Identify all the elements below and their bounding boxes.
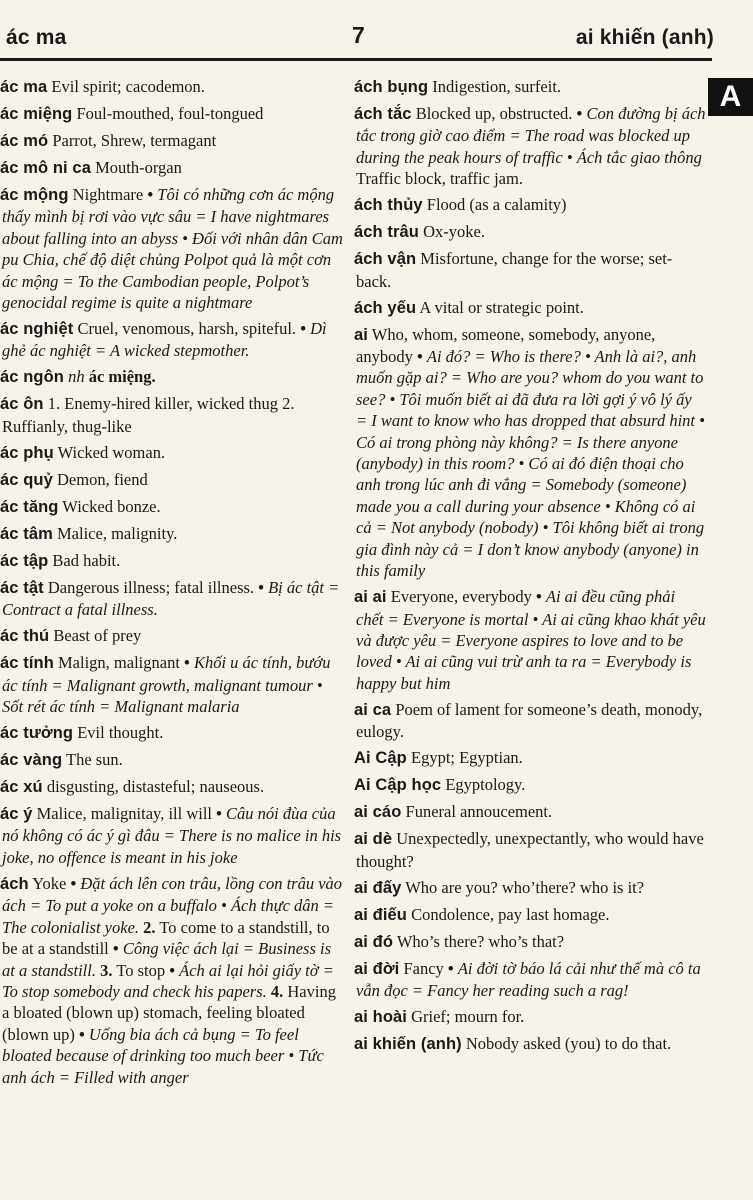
entry-definition: Poem of lament for someone’s death, monody, eulogy. <box>356 699 703 742</box>
header-last-entry: ai khiến (anh) <box>575 26 714 49</box>
dictionary-entry <box>2 366 344 388</box>
dictionary-entry: ác tật Dangerous illness; fatal illness. • Bị ác tật = Contract a fatal illness. <box>0 577 340 620</box>
dictionary-entry <box>2 776 344 798</box>
entry-definition: Mouth-organ <box>95 158 182 177</box>
header-rule <box>0 58 712 61</box>
entry-headword: ác mó <box>0 132 49 150</box>
entry-definition: Unexpectedly, unexpectantly, who would have thought? <box>356 829 704 871</box>
dictionary-entry: ác tính Malign, malignant • Khối u ác tính, bướu ác tính = Malignant growth, malignant tumour • Sốt rét ác tính = Malignant malaria <box>0 653 331 717</box>
entry-headword: ai đó <box>354 932 394 951</box>
entry-definition: Traffic block, traffic jam. <box>356 169 523 189</box>
entry-definition: Egypt; Egyptian. <box>410 748 523 768</box>
entry-definition: Indigestion, surfeit. <box>432 77 562 96</box>
entry-definition: Evil spirit; cacodemon. <box>51 77 205 96</box>
dictionary-entry <box>2 157 344 179</box>
entry-definition: Demon, fiend <box>57 469 148 489</box>
dictionary-entry: ách Yoke • Đặt ách lên con trâu, lồng con trâu vào ách = To put a yoke on a buffalo • Ách thực dân = The colonialist yoke. 2. To come to a standstill, to be at a standstill • Công việc ách lại = Business is at a standstill. 3. To stop • Ách ai lại hỏi giấy tờ = To stop somebody and check his papers. 4. Having a bloated (blown up) stomach, feeling bloated (blown up) • Uống bia ách cả bụng = To feel bloated because of drinking too much beer • Tức anh ách = Filled with anger <box>0 873 343 1087</box>
entry-example: Dì ghẻ ác nghiệt = A wicked stepmother. <box>2 319 327 361</box>
dictionary-entry: ác ý Malice, malignitay, ill will • Câu nói đùa của nó không có ác ý gì đâu = There is no malice in his joke, no offence is meant in his joke <box>0 804 342 867</box>
entry-definition: Bad habit. <box>52 550 121 570</box>
dictionary-entry <box>2 130 344 152</box>
entry-definition: Beast of prey <box>53 626 142 646</box>
entry-definition: Nobody asked (you) to do that. <box>465 1033 672 1053</box>
entry-headword: ách yếu <box>354 298 417 317</box>
entry-definition: Malign, malignant <box>58 653 180 673</box>
dictionary-entry <box>356 801 706 823</box>
dictionary-entry: ác mộng Nightmare • Tôi có những cơn ác mộng thấy mình bị rơi vào vực sâu = I have nightmares about falling into an abyss • Đối với nhân dân Cam pu Chia, chế độ diệt chủng Polpot quả là một cơn ác mộng = To the Cambodian people, Polpot’s genocidal regime is quite a nightmare <box>0 185 343 313</box>
entry-headword: ai điếu <box>354 905 407 924</box>
sense-number: 3. <box>100 960 113 980</box>
sense-number: 4. <box>270 981 284 1001</box>
dictionary-entry <box>356 699 706 743</box>
dictionary-entry <box>356 828 706 872</box>
entry-definition: Fancy <box>403 958 444 978</box>
entry-definition: Misfortune, change for the worse; set-back. <box>356 249 673 291</box>
dictionary-entry <box>356 1006 706 1028</box>
entry-definition: Dangerous illness; fatal illness. <box>47 577 255 597</box>
dictionary-entry <box>2 749 344 771</box>
entry-definition: Funeral annoucement. <box>405 802 553 822</box>
entry-example: Ai ai đều cũng phải chết = Everyone is mortal • Ai ai cũng khao khát yêu và được yêu = Everyone aspires to love and to be loved • Ai ai cũng vui trừ anh ta ra = Everybody is happy but him <box>356 587 706 693</box>
entry-headword: ai hoài <box>354 1007 407 1026</box>
dictionary-entry <box>356 221 706 243</box>
entry-headword: ác quỷ <box>0 470 53 489</box>
dictionary-entry: ai Who, whom, someone, somebody, anyone, anybody • Ai đó? = Who is there? • Anh là ai?, anh muốn gặp ai? = Who are you? whom do you want to see? • Tôi muốn biết ai đã đưa ra lời gợi ý vô lý ấy = I want to know who has dropped that absurd hint • Có ai trong phòng này không? = Is there anyone (anybody) in this room? • Có ai đó điện thoại cho anh trong lúc anh đi vắng = Somebody (someone) made you a call during your absence • Không có ai cả = Not anybody (nobody) • Tôi không biết ai trong gia đình này cả = I don’t know anybody (anyone) in this family <box>354 324 705 581</box>
entry-definition: Nightmare <box>72 185 144 204</box>
entry-headword: ác tưởng <box>0 724 74 743</box>
entry-headword: ách thủy <box>354 196 423 215</box>
entry-headword: ách tắc <box>354 105 412 123</box>
entry-headword: ai ca <box>354 700 392 719</box>
entry-definition: To come to a standstill, to be at a standstill <box>2 917 330 959</box>
entry-definition: 1. Enemy-hired killer, wicked thug 2. Ruffianly, thug-like <box>2 394 295 436</box>
entry-headword: ác tâm <box>0 524 53 543</box>
entry-example: Tôi có những cơn ác mộng thấy mình bị rơi vào vực sâu = I have nightmares about falling into an abyss • Đối với nhân dân Cam pu Chia, chế độ diệt chủng Polpot quả là một cơn ác mộng = To the Cambodian people, Polpot’s genocidal regime is quite a nightmare <box>2 185 343 313</box>
entry-headword: ác thú <box>0 627 50 646</box>
entry-definition: Yoke <box>32 873 67 893</box>
dictionary-entry: ách tắc Blocked up, obstructed. • Con đường bị ách tắc trong giờ cao điểm = The road was blocked up during the peak hours of traffic • Ách tắc giao thông Traffic block, traffic jam. <box>354 104 706 189</box>
entry-headword: ai khiến (anh) <box>354 1034 462 1053</box>
entry-definition: Who, whom, someone, somebody, anyone, anybody <box>356 324 656 367</box>
entry-headword: ách <box>0 874 29 893</box>
header-first-entry: ác ma <box>6 26 67 49</box>
entry-headword: ác tăng <box>0 497 59 516</box>
entry-headword: ác ôn <box>0 395 44 414</box>
entry-headword: ai <box>354 325 368 344</box>
entry-headword: ác tật <box>0 578 44 597</box>
entry-example: Công việc ách lại = Business is at a standstill. <box>2 939 332 980</box>
sense-number: 2. <box>143 917 156 937</box>
entry-definition: Grief; mourn for. <box>411 1006 525 1026</box>
entry-cross-ref-marker: nh <box>68 367 85 387</box>
entry-definition: Evil thought. <box>77 723 164 743</box>
section-letter-tab: A <box>708 78 753 116</box>
entry-headword: ác tính <box>0 654 54 673</box>
entry-headword: ác ngôn <box>0 368 64 387</box>
entry-headword: ai ai <box>354 588 387 607</box>
entry-headword: ai dè <box>354 830 393 849</box>
entry-definition: Blocked up, obstructed. <box>415 104 573 123</box>
dictionary-entry <box>2 523 344 545</box>
page-number: 7 <box>352 22 365 48</box>
entry-example: Câu nói đùa của nó không có ác ý gì đâu = There is no malice in his joke, no offence is meant in his joke <box>2 804 342 867</box>
entry-example: Khối u ác tính, bướu ác tính = Malignant growth, malignant tumour • Sốt rét ác tính = Malignant malaria <box>2 653 331 717</box>
entry-definition: Foul-mouthed, foul-tongued <box>76 104 264 123</box>
entry-definition: Malice, malignity. <box>57 523 178 543</box>
entry-headword: Ai Cập học <box>354 776 442 795</box>
dictionary-entry <box>2 76 344 98</box>
entry-headword: ác nghiệt <box>0 320 74 339</box>
dictionary-entry: ai ai Everyone, everybody • Ai ai đều cũng phải chết = Everyone is mortal • Ai ai cũng khao khát yêu và được yêu = Everyone aspires to love and to be loved • Ai ai cũng vui trừ anh ta ra = Everybody is happy but him <box>354 587 706 693</box>
entry-definition: Egyptology. <box>445 775 526 795</box>
dictionary-entry <box>2 496 344 518</box>
dictionary-entry <box>356 904 706 926</box>
entry-cross-ref: ác miệng. <box>88 367 156 387</box>
dictionary-entry <box>356 76 706 98</box>
entry-headword: ác phụ <box>0 443 54 462</box>
dictionary-entry <box>2 442 344 464</box>
entry-definition: Having a bloated (blown up) stomach, feeling bloated (blown up) <box>2 981 336 1044</box>
left-column <box>2 76 344 1093</box>
entry-headword: ai đời <box>354 959 400 978</box>
dictionary-entry <box>356 931 706 953</box>
entry-definition: Everyone, everybody <box>390 587 532 607</box>
entry-headword: ai đấy <box>354 878 402 897</box>
entry-headword: ách vận <box>354 250 417 269</box>
entry-example: Ách tắc giao thông <box>576 147 702 167</box>
entry-headword: ác miệng <box>0 105 73 123</box>
entry-example: Ai đời tờ báo lá cải như thế mà cô ta vẫn đọc = Fancy her reading such a rag! <box>356 958 701 1000</box>
entry-headword: ách bụng <box>354 78 429 96</box>
entry-headword: ác mô ni ca <box>0 159 91 177</box>
entry-example: Ai đó? = Who is there? • Anh là ai?, anh muốn gặp ai? = Who are you? whom do you want to see? • Tôi muốn biết ai đã đưa ra lời gợi ý vô lý ấy = I want to know who has dropped that absurd hint • Có ai trong phòng này không? = Is there anyone (anybody) in this room? • Có ai đó điện thoại cho anh trong lúc anh đi vắng = Somebody (someone) made you a call during your absence • Không có ai cả = Not anybody (nobody) • Tôi không biết ai trong gia đình này cả = I don’t know anybody (anyone) in this family <box>356 347 705 581</box>
dictionary-entry <box>356 747 706 769</box>
entry-headword: ác tập <box>0 551 49 570</box>
entry-definition: Parrot, Shrew, termagant <box>52 131 217 150</box>
running-header <box>0 22 720 58</box>
entry-headword: ác ma <box>0 78 48 96</box>
dictionary-entry <box>2 103 344 125</box>
entry-headword: ác mộng <box>0 186 69 204</box>
entry-headword: ai cáo <box>354 803 402 822</box>
entry-headword: ác xú <box>0 778 43 797</box>
dictionary-entry: ai đời Fancy • Ai đời tờ báo lá cải như thế mà cô ta vẫn đọc = Fancy her reading such a rag! <box>354 958 701 1000</box>
entry-definition: Who’s there? who’s that? <box>396 931 565 951</box>
entry-headword: Ai Cập <box>354 749 407 768</box>
entry-headword: ách trâu <box>354 223 419 242</box>
entry-headword: ác ý <box>0 805 33 824</box>
dictionary-entry <box>356 194 706 216</box>
entry-example: Ách ai lại hỏi giấy tờ = To stop somebody and check his papers. <box>2 960 334 1001</box>
entry-example: Đặt ách lên con trâu, lồng con trâu vào ách = To put a yoke on a buffalo • Ách thực dân = The colonialist yoke. <box>2 873 343 937</box>
dictionary-entry <box>2 393 344 437</box>
entry-example: Con đường bị ách tắc trong giờ cao điểm = The road was blocked up during the peak hours of traffic • <box>356 104 706 167</box>
entry-example: Uống bia ách cả bụng = To feel bloated because of drinking too much beer • Tức anh ách = Filled with anger <box>2 1024 324 1087</box>
entry-definition: Flood (as a calamity) <box>426 195 567 215</box>
entry-definition: Wicked woman. <box>57 442 166 462</box>
entry-definition: Malice, malignitay, ill will <box>36 804 212 824</box>
entry-definition: To stop <box>116 960 166 980</box>
dictionary-entry <box>2 469 344 491</box>
entry-example: Bị ác tật = Contract a fatal illness. <box>2 577 340 620</box>
entry-headword: ác vàng <box>0 751 63 770</box>
entry-definition: disgusting, distasteful; nauseous. <box>46 777 265 797</box>
dictionary-entry <box>2 722 344 744</box>
dictionary-entry <box>2 625 344 647</box>
right-column <box>356 76 706 1060</box>
entry-definition: Wicked bonze. <box>62 496 161 516</box>
dictionary-entry: ác nghiệt Cruel, venomous, harsh, spiteful. • Dì ghẻ ác nghiệt = A wicked stepmother. <box>0 319 327 361</box>
dictionary-entry <box>356 248 706 292</box>
entry-definition: Condolence, pay last homage. <box>411 904 610 924</box>
entry-definition: The sun. <box>65 750 123 770</box>
entry-definition: A vital or strategic point. <box>419 297 584 317</box>
entry-definition: Cruel, venomous, harsh, spiteful. <box>77 319 297 339</box>
entry-definition: Ox-yoke. <box>423 222 485 242</box>
dictionary-entry <box>2 550 344 572</box>
dictionary-entry <box>356 1033 706 1055</box>
dictionary-entry <box>356 877 706 899</box>
entry-definition: Who are you? who’there? who is it? <box>405 877 645 897</box>
dictionary-entry <box>356 774 706 796</box>
dictionary-entry <box>356 297 706 319</box>
